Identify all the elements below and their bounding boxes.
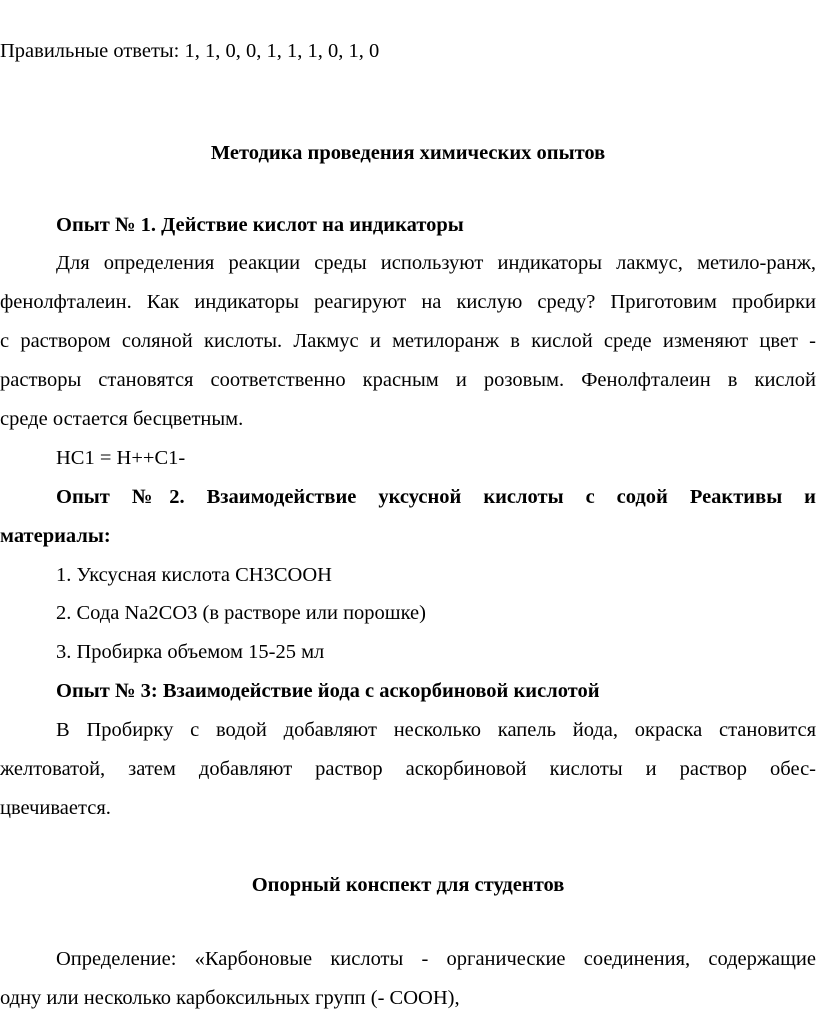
definition-line-1: Определение: «Карбоновые кислоты - органические соединения, содержащие [56, 948, 816, 970]
exp1-title: Опыт № 1. Действие кислот на индикаторы [56, 214, 464, 236]
exp1-line-3: с раствором соляной кислоты. Лакмус и метилоранж в кислой среде изменяют цвет - [0, 330, 816, 352]
answers-line: Правильные ответы: 1, 1, 0, 0, 1, 1, 1, 0, 1, 0 [0, 40, 380, 62]
exp1-line-1: Для определения реакции среды используют индикаторы лакмус, метило-ранж, [56, 252, 816, 274]
exp1-line-4: растворы становятся соответственно красным и розовым. Фенолфталеин в кислой [0, 369, 816, 391]
exp3-line-2: желтоватой, затем добавляют раствор аскорбиновой кислоты и раствор обес- [0, 758, 816, 780]
section-title: Методика проведения химических опытов [210, 142, 606, 164]
exp3-line-1: В Пробирку с водой добавляют несколько капель йода, окраска становится [56, 719, 816, 741]
definition-line-2: одну или несколько карбоксильных групп (- COOH), [0, 987, 460, 1009]
exp3-line-3: цвечивается. [0, 797, 111, 819]
exp2-title-cont: материалы: [0, 525, 111, 547]
exp2-item-2: 2. Сода Na2CO3 (в растворе или порошке) [56, 602, 426, 624]
exp2-item-1: 1. Уксусная кислота CH3COOH [56, 564, 332, 586]
summary-title: Опорный конспект для студентов [251, 874, 565, 896]
exp1-line-5: среде остается бесцветным. [0, 408, 244, 430]
exp3-title: Опыт № 3: Взаимодействие йода с аскорбиновой кислотой [56, 680, 600, 702]
exp2-item-3: 3. Пробирка объемом 15-25 мл [56, 641, 325, 663]
exp1-equation: HC1 = H++C1- [56, 447, 186, 469]
exp1-line-2: фенолфталеин. Как индикаторы реагируют на кислую среду? Приготовим пробирки [0, 291, 816, 313]
exp2-title: Опыт №2. Взаимодействие уксусной кислоты с содой Реактивы и [56, 486, 816, 508]
